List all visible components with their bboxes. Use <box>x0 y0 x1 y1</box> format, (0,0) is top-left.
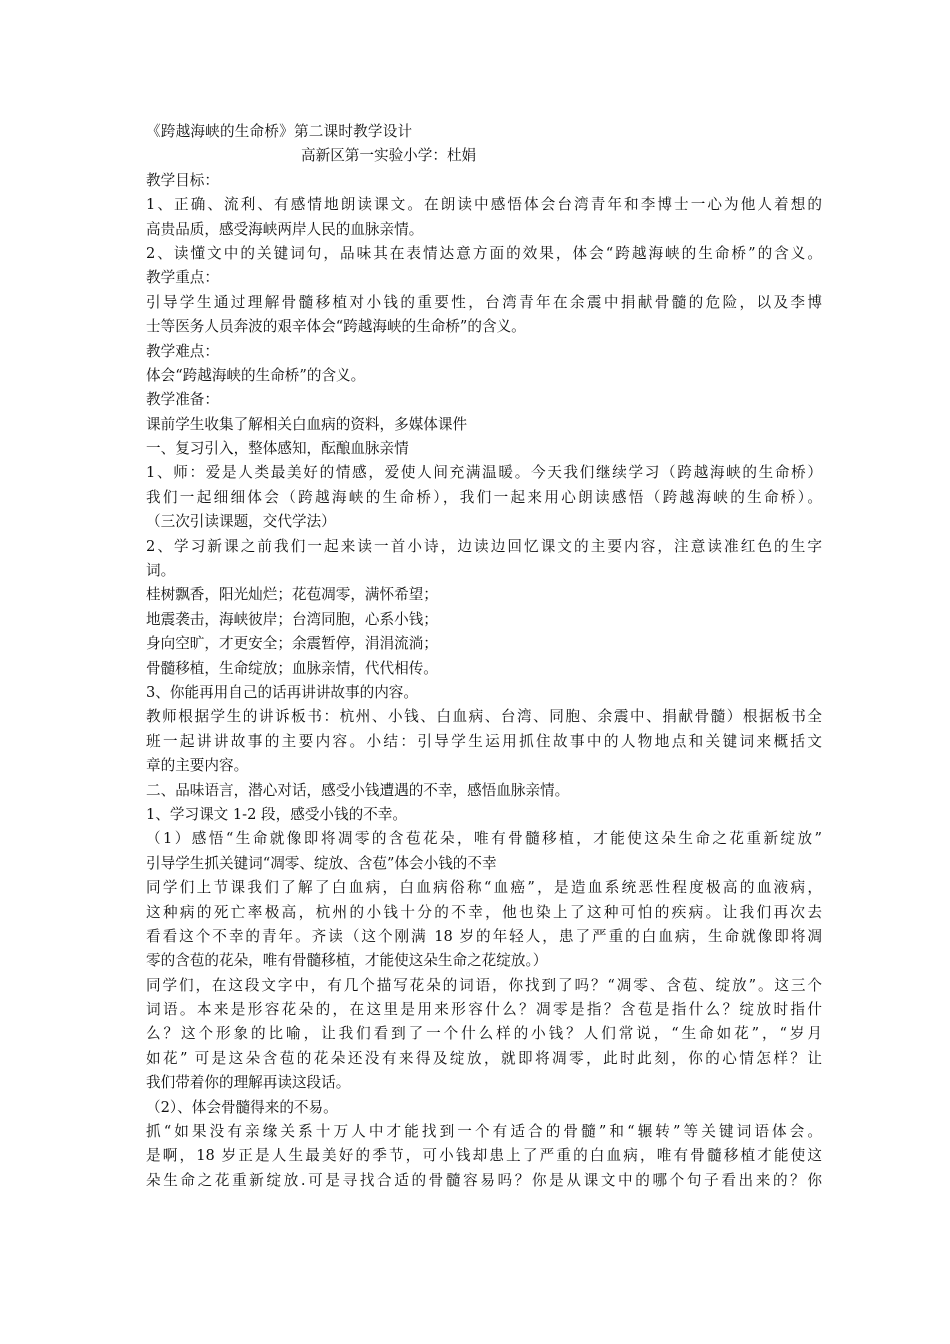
paragraph-line: 2、学习新课之前我们一起来读一首小诗，边读边回忆课文的主要内容，注意读准红色的生字 <box>146 537 822 555</box>
paragraph-line: 班一起讲讲故事的主要内容。小结：引导学生运用抓住故事中的人物地点和关键词来概括文 <box>146 732 822 750</box>
section-heading-two: 二、品味语言，潜心对话，感受小钱遭遇的不幸，感悟血脉亲情。 <box>146 781 570 799</box>
paragraph-line: 词。 <box>146 562 176 580</box>
paragraph-line: 引导学生抓关键词“凋零、绽放、含苞”体会小钱的不幸 <box>146 854 497 872</box>
poem-line: 桂树飘香，阳光灿烂；花苞凋零，满怀希望； <box>146 586 438 604</box>
poem-line: 骨髓移植，生命绽放；血脉亲情，代代相传。 <box>146 659 438 677</box>
poem-line: 地震袭击，海峡彼岸；台湾同胞，心系小钱； <box>146 610 438 628</box>
paragraph-line: 体会“跨越海峡的生命桥”的含义。 <box>146 366 366 384</box>
heading-difficulties: 教学难点： <box>146 342 219 360</box>
paragraph-line: 零的含苞的花朵，唯有骨髓移植，才能使这朵生命之花绽放。） <box>146 952 548 970</box>
heading-key-points: 教学重点： <box>146 269 219 287</box>
paragraph-line: 3、你能再用自己的话再讲讲故事的内容。 <box>146 683 418 701</box>
paragraph-line: （1）感悟“生命就像即将凋零的含苞花朵，唯有骨髓移植，才能使这朵生命之花重新绽放” <box>146 830 822 848</box>
paragraph-line: 1、正确、流利、有感情地朗读课文。在朗读中感悟体会台湾青年和李博士一心为他人着想的 <box>146 196 822 214</box>
paragraph-line: （三次引读课题，交代学法） <box>146 513 336 531</box>
paragraph-line: 抓“如果没有亲缘关系十万人中才能找到一个有适合的骨髓”和“辗转”等关键词语体会。 <box>146 1123 822 1141</box>
paragraph-line: 士等医务人员奔波的艰辛体会“跨越海峡的生命桥”的含义。 <box>146 318 526 336</box>
document-body <box>146 120 822 1193</box>
heading-preparation: 教学准备： <box>146 391 219 409</box>
paragraph-line: 词语。本来是形容花朵的，在这里是用来形容什么？凋零是指？含苞是指什么？绽放时指什 <box>146 1001 822 1019</box>
paragraph-line: 如花” 可是这朵含苞的花朵还没有来得及绽放，就即将凋零，此时此刻，你的心情怎样？让 <box>146 1049 822 1067</box>
paragraph-line: 1、师：爱是人类最美好的情感，爱使人间充满温暖。今天我们继续学习（跨越海峡的生命桥） <box>146 464 822 482</box>
paragraph-line: 朵生命之花重新绽放.可是寻找合适的骨髓容易吗？你是从课文中的哪个句子看出来的？你 <box>146 1171 822 1189</box>
poem-line: 身向空旷，才更安全；余震暂停，涓涓流淌； <box>146 635 438 653</box>
paragraph-line: 高贵品质，感受海峡两岸人民的血脉亲情。 <box>146 220 424 238</box>
document-author: 高新区第一实验小学：杜娟 <box>301 147 477 165</box>
paragraph-line: 这种病的死亡率极高，杭州的小钱十分的不幸，他也染上了这种可怕的疾病。让我们再次去 <box>146 903 822 921</box>
paragraph-line: 么？这个形象的比喻，让我们看到了一个什么样的小钱？人们常说，“生命如花”，“岁月 <box>146 1025 822 1043</box>
section-heading-one: 一、复习引入，整体感知，酝酿血脉亲情 <box>146 440 409 458</box>
paragraph-line: 1、学习课文 1-2 段，感受小钱的不幸。 <box>146 805 407 823</box>
paragraph-line: 引导学生通过理解骨髓移植对小钱的重要性，台湾青年在余震中捐献骨髓的危险，以及李博 <box>146 293 822 311</box>
paragraph-line: 同学们上节课我们了解了白血病，白血病俗称“血癌”，是造血系统恶性程度极高的血液病， <box>146 879 822 897</box>
paragraph-line: 看看这个不幸的青年。齐读（这个刚满 18 岁的年轻人，患了严重的白血病，生命就像即将凋 <box>146 927 822 945</box>
paragraph-line: 是啊，18 岁正是人生最美好的季节，可小钱却患上了严重的白血病，唯有骨髓移植才能使这 <box>146 1147 822 1165</box>
paragraph-line: 课前学生收集了解相关白血病的资料，多媒体课件 <box>146 415 468 433</box>
paragraph-line: 2、读懂文中的关键词句，品味其在表情达意方面的效果，体会“跨越海峡的生命桥”的含义。 <box>146 244 822 262</box>
paragraph-line: 章的主要内容。 <box>146 757 249 775</box>
paragraph-line: 我们一起细细体会（跨越海峡的生命桥），我们一起来用心朗读感悟（跨越海峡的生命桥）。 <box>146 488 822 506</box>
paragraph-line: 教师根据学生的讲诉板书：杭州、小钱、白血病、台湾、同胞、余震中、捐献骨髓）根据板书全 <box>146 708 822 726</box>
document-title: 《跨越海峡的生命桥》第二课时教学设计 <box>146 123 413 140</box>
paragraph-line: 同学们，在这段文字中，有几个描写花朵的词语，你找到了吗？“凋零、含苞、绽放”。这三个 <box>146 976 822 994</box>
heading-teaching-goals: 教学目标： <box>146 171 219 189</box>
paragraph-line: （2）、体会骨髓得来的不易。 <box>146 1098 338 1116</box>
paragraph-line: 我们带着你的理解再读这段话。 <box>146 1074 351 1092</box>
